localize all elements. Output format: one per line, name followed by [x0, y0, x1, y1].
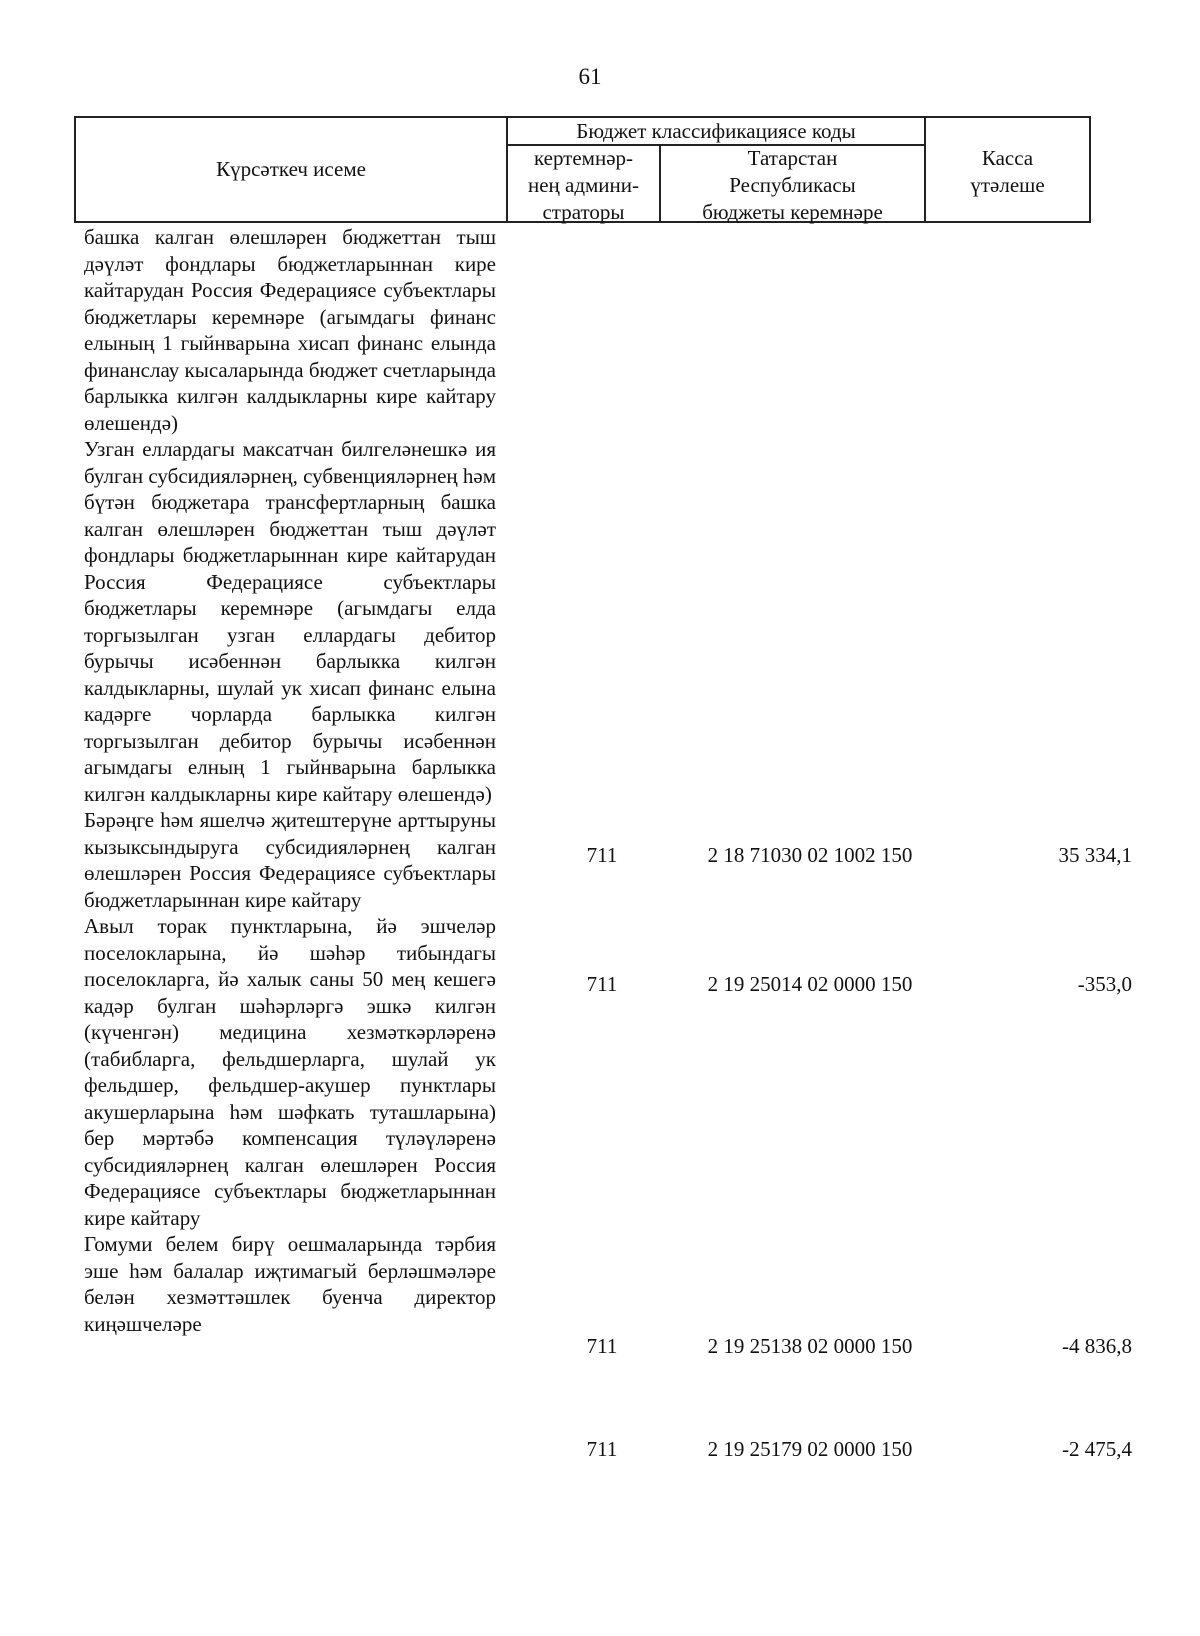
table-row-text: Бәрәңге һәм яшелчә җитештерүне арттыруны кызыксындыруга субсидияләрнең калган өлешләрен Россия Федерациясе субъектлары бюджетларыннан кире кайтару [84, 808, 496, 912]
header-cash-execution-line: Касса үтәлеше [970, 146, 1045, 197]
table-row-text: Авыл торак пунктларына, йә эшчеләр поселокларына, йә шәһәр тибындагы поселокларга, йә халык саны 50 мең кешегә кадәр булган шәһәрләргә эшкә килгән (күченгән) медицина хезмәткәрләренә (табибларга, фельдшерларга, шулай ук фельдшер, фельдшер-акушер пунктлары акушерларына һәм шәфкать туташларына) бер мәртәбә компенсация түләүләренә субсидияләрнең калган өлешләрен Россия Федерациясе субъектлары бюджетларыннан кире кайтару [84, 914, 496, 1230]
header-tatarstan-revenue-line: Татарстан Республикасы бюджеты керемнәре [702, 146, 883, 224]
table-body [84, 224, 496, 1337]
header-tatarstan-revenue [661, 145, 924, 226]
table-row-admin-code: 711 [586, 843, 618, 867]
table-row-cash-amount: -2 475,4 [1062, 1437, 1132, 1461]
header-budget-classification: Бюджет классификациясе коды [576, 119, 856, 143]
header-indicator-name: Күрсәткеч исеме [216, 157, 366, 181]
header-administrators-line: кертемнәр- нең админи- страторы [527, 146, 640, 224]
table-row-cash-amount: -353,0 [1077, 972, 1132, 996]
table-row-admin-code: 711 [586, 972, 618, 996]
header-administrators [508, 145, 659, 226]
page-number: 61 [578, 64, 602, 89]
table-row-cash-amount: -4 836,8 [1062, 1334, 1132, 1358]
table-row-revenue-code: 2 18 71030 02 1002 150 [707, 843, 913, 867]
table-row-text: Гомуми белем бирү оешмаларында тәрбия эше һәм балалар иҗтимагый берләшмәләре белән хезмәттәшлек буенча директор киңәшчеләре [84, 1232, 496, 1336]
header-cash-execution [926, 145, 1089, 199]
table-row-admin-code: 711 [586, 1334, 618, 1358]
table-row-text: башка калган өлешләрен бюджеттан тыш дәүләт фондлары бюджетларыннан кире кайтарудан Россия Федерациясе субъектлары бюджетлары керемнәре (агымдагы финанс елының 1 гыйнварына хисап финанс елында финанслау кысаларында бюджет счетларында барлыкка килгән калдыкларны кире кайтару өлешендә) [84, 225, 496, 435]
table-row-text: Узган еллардагы максатчан билгеләнешкә ия булган субсидияләрнең, субвенцияләрнең һәм бүтән бюджетара трансфертларның башка калган өлешләрен бюджеттан тыш дәүләт фондлары бюджетларыннан кире кайтарудан Россия Федерациясе субъектлары бюджетлары керемнәре (агымдагы елда торгызылган узган еллардагы дебитор бурычы исәбеннән барлыкка килгән калдыкларны, шулай ук хисап финанс елына кадәрге чорларда барлыкка килгән торгызылган дебитор бурычы исәбеннән агымдагы елның 1 гыйнварына барлыкка килгән калдыкларны кире кайтару өлешендә) [84, 437, 496, 806]
table-row-revenue-code: 2 19 25014 02 0000 150 [707, 972, 913, 996]
table-row-revenue-code: 2 19 25138 02 0000 150 [707, 1334, 913, 1358]
table-row-cash-amount: 35 334,1 [1058, 843, 1132, 867]
table-row-admin-code: 711 [586, 1437, 618, 1461]
table-row-revenue-code: 2 19 25179 02 0000 150 [707, 1437, 913, 1461]
